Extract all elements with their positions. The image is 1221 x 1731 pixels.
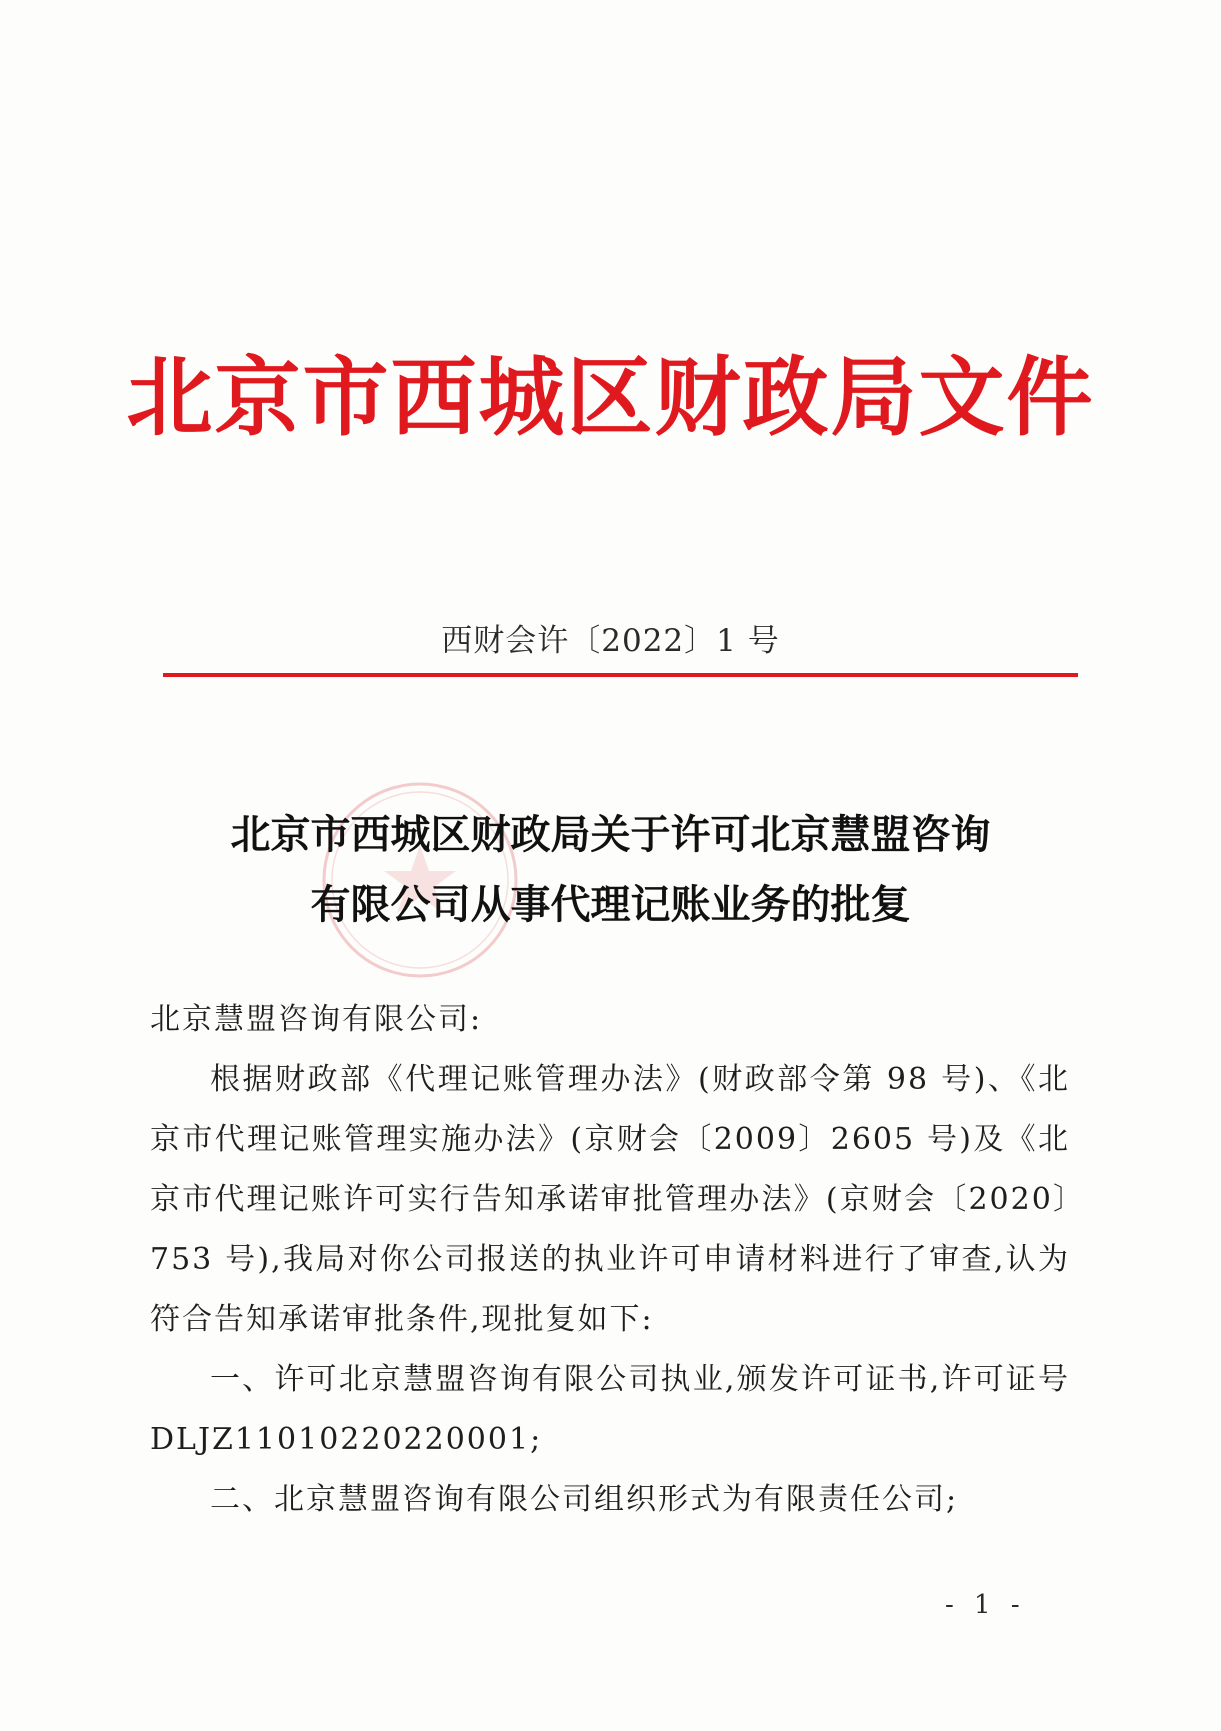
subject-line-1: 北京市西城区财政局关于许可北京慧盟咨询 [230, 811, 991, 858]
subject-line-2: 有限公司从事代理记账业务的批复 [310, 881, 911, 928]
body-paragraph: 一、许可北京慧盟咨询有限公司执业,颁发许可证书,许可证号 DLJZ11010220220001; [150, 1362, 1070, 1457]
body-paragraph: 二、北京慧盟咨询有限公司组织形式为有限责任公司; [210, 1482, 959, 1517]
issuing-authority-title: 北京市西城区财政局文件 [126, 347, 1095, 448]
document-body [150, 990, 1070, 1530]
red-separator-line [163, 673, 1078, 677]
document-number: 西财会许〔2022〕1 号 [441, 623, 780, 659]
addressee: 北京慧盟咨询有限公司: [150, 1002, 483, 1037]
page-number: - 1 - [945, 1590, 1026, 1620]
body-paragraph: 根据财政部《代理记账管理办法》(财政部令第 98 号)、《北京市代理记账管理实施办法》(京财会〔2009〕2605 号)及《北京市代理记账许可实行告知承诺审批管理办法》(京财会〔2020〕753 号),我局对你公司报送的执业许可申请材料进行了审查,认为符合告知承诺审批条件,现批复如下: [150, 1062, 1070, 1337]
document-subject [100, 800, 1121, 940]
